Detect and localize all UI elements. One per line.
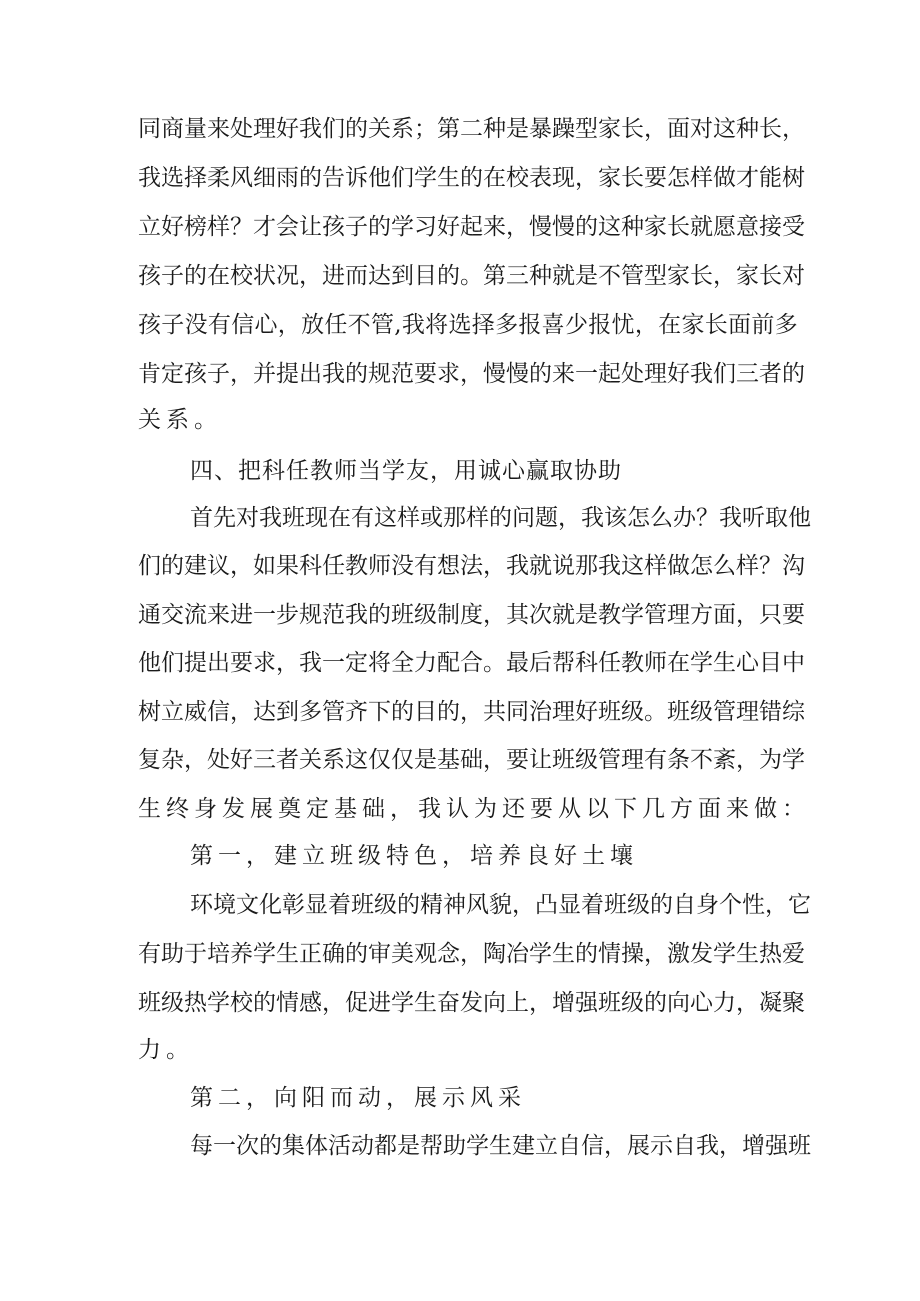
paragraph-line: 首 先 对 我 班 现 在 有 这 样 或 那 样 的 问 题 ， 我 该 怎 么 办 ？ 我 听 取 他	[190, 505, 811, 531]
subheading-line: 第一，建立班级特色，培养良好土壤	[190, 843, 638, 869]
paragraph-line: 生终身发展奠定基础，我认为还要从以下几方面来做：	[138, 796, 810, 822]
paragraph-line: 树 立 威 信 ， 达 到 多 管 齐 下 的 目 的 ， 共 同 治 理 好 班 级 。 班 级 管 理 错 综	[138, 699, 805, 725]
paragraph-line: 同 商 量 来 处 理 好 我 们 的 关 系 ； 第 二 种 是 暴 躁 型 家 长 ， 面 对 这 种 长 ，	[138, 116, 805, 142]
paragraph-line: 每 一 次 的 集 体 活 动 都 是 帮 助 学 生 建 立 自 信 ， 展 示 自 我 ， 增 强 班	[190, 1133, 811, 1159]
paragraph-line: 环 境 文 化 彰 显 着 班 级 的 精 神 风 貌 ， 凸 显 着 班 级 的 自 身 个 性 ， 它	[190, 892, 811, 918]
subheading-line: 第二，向阳而动，展示风采	[190, 1085, 526, 1111]
paragraph-line: 们 的 建 议 ， 如 果 科 任 教 师 没 有 想 法 ， 我 就 说 那 我 这 样 做 怎 么 样 ？ 沟	[138, 553, 805, 579]
paragraph-line: 孩 子 没 有 信 心 ， 放 任 不 管 , 我 将 选 择 多 报 喜 少 报 忧 ， 在 家 长 面 前 多	[138, 312, 798, 338]
paragraph-line: 立 好 榜 样 ？ 才 会 让 孩 子 的 学 习 好 起 来 ， 慢 慢 的 这 种 家 长 就 愿 意 接 受	[138, 214, 805, 240]
paragraph-line: 复 杂 ， 处 好 三 者 关 系 这 仅 仅 是 基 础 ， 要 让 班 级 管 理 有 条 不 紊 ， 为 学	[138, 747, 805, 773]
paragraph-line: 关系。	[138, 407, 222, 433]
paragraph-line: 有 助 于 培 养 学 生 正 确 的 审 美 观 念 ， 陶 冶 学 生 的 情 操 ， 激 发 学 生 热 爱	[138, 941, 805, 967]
paragraph-line: 肯 定 孩 子 ， 并 提 出 我 的 规 范 要 求 ， 慢 慢 的 来 一 起 处 理 好 我 们 三 者 的	[138, 361, 805, 387]
paragraph-line: 通 交 流 来 进 一 步 规 范 我 的 班 级 制 度 ， 其 次 就 是 教 学 管 理 方 面 ， 只 要	[138, 602, 805, 628]
paragraph-line: 班 级 热 学 校 的 情 感 ， 促 进 学 生 奋 发 向 上 ， 增 强 班 级 的 向 心 力 ， 凝 聚	[138, 990, 805, 1016]
paragraph-line: 孩 子 的 在 校 状 况 ， 进 而 达 到 目 的 。 第 三 种 就 是 不 管 型 家 长 ， 家 长 对	[138, 263, 805, 289]
paragraph-line: 力。	[138, 1037, 194, 1063]
section-heading: 四、把科任教师当学友，用诚心赢取协助	[190, 458, 622, 484]
paragraph-line: 他 们 提 出 要 求 ， 我 一 定 将 全 力 配 合 。 最 后 帮 科 任 教 师 在 学 生 心 目 中	[138, 650, 805, 676]
paragraph-line: 我 选 择 柔 风 细 雨 的 告 诉 他 们 学 生 的 在 校 表 现 ， 家 长 要 怎 样 做 才 能 树	[138, 165, 805, 191]
